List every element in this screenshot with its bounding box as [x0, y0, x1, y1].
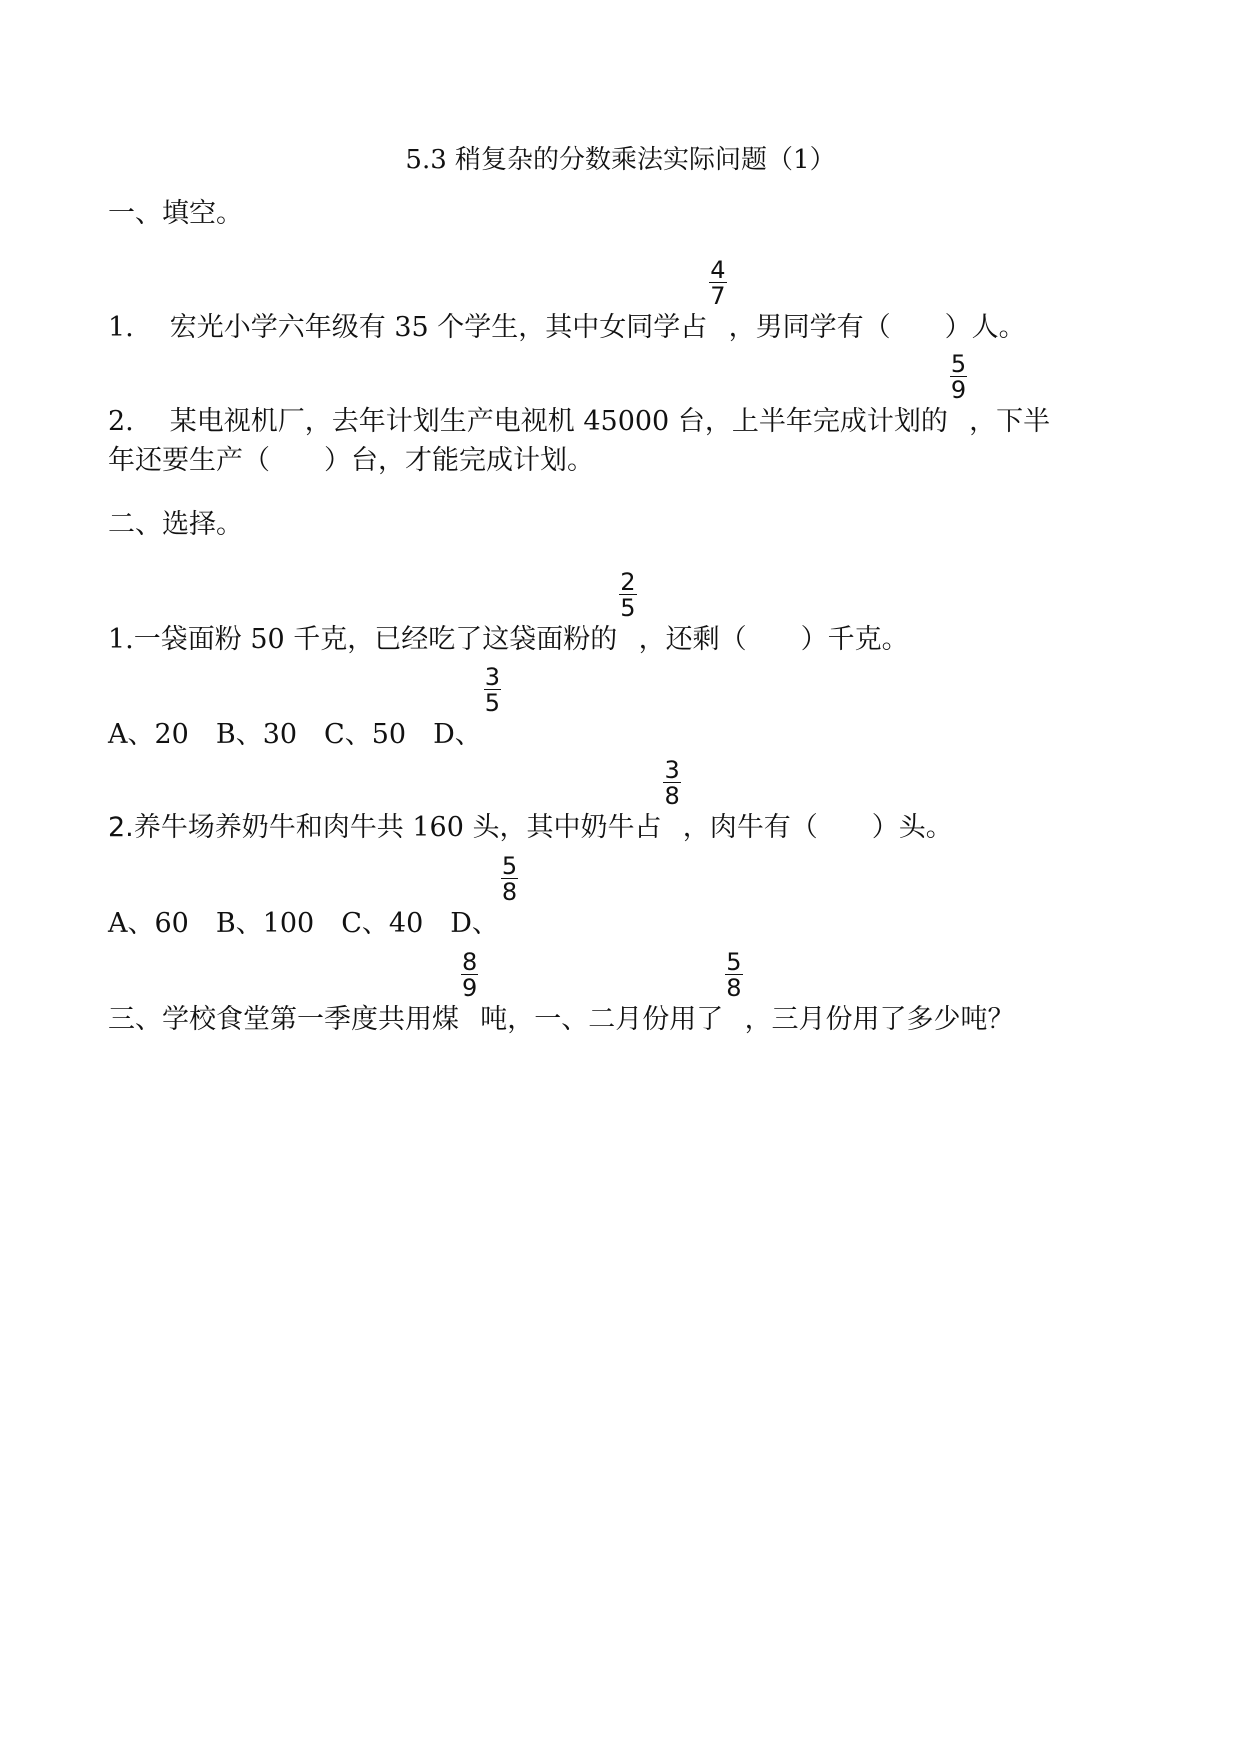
section2-question1 [108, 568, 909, 655]
section2-question1-options [108, 663, 503, 750]
fraction-numerator: 2 [620, 568, 636, 596]
section2-question2 [108, 756, 953, 843]
option-d-fraction [484, 665, 501, 715]
question-text: 宏光小学六年级有 35 个学生，其中女同学占 [169, 312, 708, 343]
fraction [461, 950, 478, 1000]
section3-question [108, 948, 1015, 1035]
fraction [725, 950, 742, 1000]
question-text-after: ，下半 [969, 406, 1051, 437]
fraction-denominator: 8 [726, 974, 742, 1002]
option-d-fraction [501, 854, 518, 904]
question-text: 某电视机厂，去年计划生产电视机 45000 台，上半年完成计划的 [169, 406, 948, 437]
fraction [663, 758, 680, 808]
section2-heading: 二、选择。 [108, 509, 243, 540]
fraction-denominator: 8 [664, 782, 680, 810]
question-text: 三、学校食堂第一季度共用煤 [108, 1004, 459, 1035]
question-number: 2. [108, 812, 134, 843]
fraction-numerator: 5 [950, 350, 967, 378]
options-text: A、60 B、100 C、40 D、 [108, 908, 499, 939]
fraction-numerator: 5 [501, 852, 518, 880]
question-text: 养牛场养奶牛和肉牛共 160 头，其中奶牛占 [133, 812, 662, 843]
question-text: 一袋面粉 50 千克，已经吃了这袋面粉的 [133, 624, 618, 655]
options-text: A、20 B、30 C、50 D、 [108, 719, 482, 750]
fraction-numerator: 5 [726, 948, 742, 976]
section2-question2-options [108, 852, 520, 939]
section1-question1 [108, 256, 1026, 343]
question-text-after: ，三月份用了多少吨？ [744, 1004, 1015, 1035]
question-text-after: ，肉牛有（ ）头。 [682, 812, 953, 843]
question-text-after: ，还剩（ ）千克。 [638, 624, 909, 655]
fraction [950, 352, 967, 402]
page-title: 5.3 稍复杂的分数乘法实际问题（1） [405, 145, 836, 175]
question-number: 2. [108, 406, 134, 437]
fraction-denominator: 5 [484, 689, 500, 717]
fraction [709, 258, 726, 308]
section1-heading: 一、填空。 [108, 198, 243, 229]
fraction-denominator: 9 [462, 974, 478, 1002]
fraction-numerator: 3 [664, 756, 680, 784]
fraction-numerator: 3 [484, 663, 500, 691]
question-number: 1. [108, 624, 134, 655]
question-text-after: ，男同学有（ ）人。 [728, 312, 1026, 343]
question-text-middle: 吨，一、二月份用了 [480, 1004, 724, 1035]
fraction-denominator: 5 [620, 594, 636, 622]
fraction-denominator: 7 [710, 282, 726, 310]
fraction-numerator: 8 [462, 948, 478, 976]
fraction-denominator: 8 [501, 878, 518, 906]
section1-question2 [108, 350, 1051, 437]
fraction [619, 570, 636, 620]
section1-question2-line2: 年还要生产（ ）台，才能完成计划。 [108, 445, 594, 476]
fraction-numerator: 4 [710, 256, 726, 284]
question-number: 1. [108, 312, 134, 343]
fraction-denominator: 9 [950, 376, 967, 404]
